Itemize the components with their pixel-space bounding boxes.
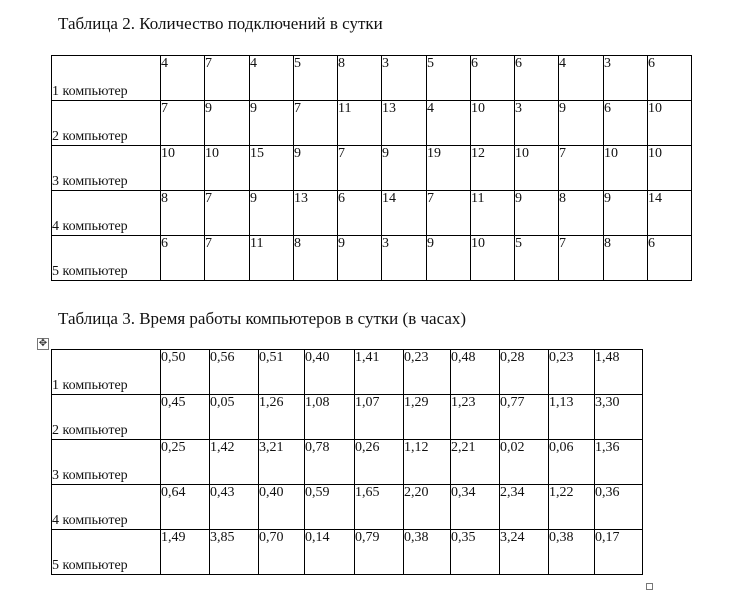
table-cell: 1,07 (355, 395, 404, 440)
table-cell: 8 (559, 191, 604, 236)
table-cell: 13 (294, 191, 338, 236)
table-cell: 8 (294, 236, 338, 281)
table-cell: 14 (648, 191, 692, 236)
table-cell: 0,56 (210, 350, 259, 395)
table-cell: 9 (382, 146, 427, 191)
table3-caption: Таблица 3. Время работы компьютеров в сутки (в часах) (58, 309, 467, 328)
table-cell: 10 (205, 146, 250, 191)
table-cell: 7 (559, 146, 604, 191)
table-cell: 0,48 (451, 350, 500, 395)
table-cell: 15 (250, 146, 294, 191)
table-cell: 0,59 (305, 485, 355, 530)
table-cell: 0,78 (305, 440, 355, 485)
table-cell: 1,22 (549, 485, 595, 530)
table-row (52, 395, 643, 440)
move-arrows-icon[interactable]: ✥ (38, 338, 48, 349)
row-label: 2 компьютер (52, 101, 161, 146)
table-cell: 0,06 (549, 440, 595, 485)
table-cell: 0,14 (305, 530, 355, 575)
table-cell: 1,08 (305, 395, 355, 440)
row-label: 5 компьютер (52, 530, 161, 575)
table-cell: 9 (427, 236, 471, 281)
table-cell: 1,29 (404, 395, 451, 440)
table-cell: 9 (559, 101, 604, 146)
table-cell: 10 (648, 101, 692, 146)
table-cell: 7 (338, 146, 382, 191)
table-cell: 0,26 (355, 440, 404, 485)
table-cell: 6 (648, 56, 692, 101)
table3-uptime (51, 349, 643, 575)
table-cell: 0,25 (161, 440, 210, 485)
table-cell: 5 (427, 56, 471, 101)
table-cell: 8 (338, 56, 382, 101)
table-cell: 7 (427, 191, 471, 236)
table-cell: 10 (604, 146, 648, 191)
table-cell: 0,43 (210, 485, 259, 530)
table-cell: 1,12 (404, 440, 451, 485)
table-cell: 3 (382, 56, 427, 101)
table-cell: 6 (161, 236, 205, 281)
table-cell: 14 (382, 191, 427, 236)
table-cell: 10 (648, 146, 692, 191)
table-cell: 0,45 (161, 395, 210, 440)
table-cell: 0,50 (161, 350, 210, 395)
table-cell: 9 (294, 146, 338, 191)
table-cell: 2,21 (451, 440, 500, 485)
table-cell: 6 (648, 236, 692, 281)
table-row (52, 191, 692, 236)
table-cell: 0,38 (404, 530, 451, 575)
table-cell: 3,85 (210, 530, 259, 575)
table-cell: 3,30 (595, 395, 643, 440)
table-cell: 1,26 (259, 395, 305, 440)
table-cell: 9 (515, 191, 559, 236)
table-cell: 10 (471, 236, 515, 281)
row-label: 5 компьютер (52, 236, 161, 281)
table-cell: 1,42 (210, 440, 259, 485)
table-cell: 1,48 (595, 350, 643, 395)
table-cell: 0,40 (259, 485, 305, 530)
table-cell: 1,23 (451, 395, 500, 440)
table-cell: 11 (471, 191, 515, 236)
table-cell: 7 (205, 191, 250, 236)
table-cell: 9 (205, 101, 250, 146)
table-cell: 10 (161, 146, 205, 191)
table-cell: 4 (250, 56, 294, 101)
table-cell: 0,05 (210, 395, 259, 440)
row-label: 1 компьютер (52, 350, 161, 395)
table-cell: 7 (559, 236, 604, 281)
row-label: 1 компьютер (52, 56, 161, 101)
table-cell: 10 (471, 101, 515, 146)
row-label: 3 компьютер (52, 146, 161, 191)
table-cell: 4 (427, 101, 471, 146)
table-cell: 7 (294, 101, 338, 146)
table-row (52, 236, 692, 281)
table-cell: 1,13 (549, 395, 595, 440)
table-cell: 6 (338, 191, 382, 236)
table-cell: 9 (250, 101, 294, 146)
row-label: 4 компьютер (52, 485, 161, 530)
table-cell: 0,40 (305, 350, 355, 395)
table-resize-handle[interactable] (646, 583, 653, 590)
table-cell: 5 (515, 236, 559, 281)
table-cell: 0,64 (161, 485, 210, 530)
table-cell: 1,36 (595, 440, 643, 485)
table-cell: 6 (515, 56, 559, 101)
table-cell: 1,49 (161, 530, 210, 575)
table-cell: 9 (604, 191, 648, 236)
table-row (52, 101, 692, 146)
table-cell: 2,34 (500, 485, 549, 530)
table-cell: 3 (604, 56, 648, 101)
table-cell: 9 (250, 191, 294, 236)
table-cell: 0,38 (549, 530, 595, 575)
row-label: 3 компьютер (52, 440, 161, 485)
table-cell: 7 (205, 56, 250, 101)
table2-caption: Таблица 2. Количество подключений в сутки (58, 14, 383, 33)
table-cell: 10 (515, 146, 559, 191)
table-cell: 4 (161, 56, 205, 101)
table-cell: 0,51 (259, 350, 305, 395)
table-row (52, 530, 643, 575)
table-cell: 0,02 (500, 440, 549, 485)
table-cell: 0,17 (595, 530, 643, 575)
table-cell: 11 (338, 101, 382, 146)
table-row (52, 485, 643, 530)
table-cell: 1,65 (355, 485, 404, 530)
table2-connections (51, 55, 692, 281)
table-row (52, 56, 692, 101)
table-cell: 7 (161, 101, 205, 146)
table-cell: 2,20 (404, 485, 451, 530)
table-cell: 12 (471, 146, 515, 191)
table-cell: 7 (205, 236, 250, 281)
table-cell: 0,36 (595, 485, 643, 530)
table-cell: 1,41 (355, 350, 404, 395)
table-cell: 0,28 (500, 350, 549, 395)
table-cell: 13 (382, 101, 427, 146)
table-cell: 3 (382, 236, 427, 281)
table-cell: 8 (161, 191, 205, 236)
table-cell: 3 (515, 101, 559, 146)
table-cell: 0,34 (451, 485, 500, 530)
table-cell: 6 (604, 101, 648, 146)
table-cell: 0,77 (500, 395, 549, 440)
table-cell: 0,79 (355, 530, 404, 575)
table-cell: 11 (250, 236, 294, 281)
table-row (52, 440, 643, 485)
table-cell: 9 (338, 236, 382, 281)
table-cell: 6 (471, 56, 515, 101)
table-cell: 0,70 (259, 530, 305, 575)
row-label: 2 компьютер (52, 395, 161, 440)
table-cell: 19 (427, 146, 471, 191)
table-cell: 8 (604, 236, 648, 281)
table-cell: 0,23 (549, 350, 595, 395)
table-cell: 3,24 (500, 530, 549, 575)
table-row (52, 350, 643, 395)
row-label: 4 компьютер (52, 191, 161, 236)
table-cell: 4 (559, 56, 604, 101)
table-cell: 5 (294, 56, 338, 101)
table-cell: 0,35 (451, 530, 500, 575)
table-cell: 0,23 (404, 350, 451, 395)
table-cell: 3,21 (259, 440, 305, 485)
table-row (52, 146, 692, 191)
